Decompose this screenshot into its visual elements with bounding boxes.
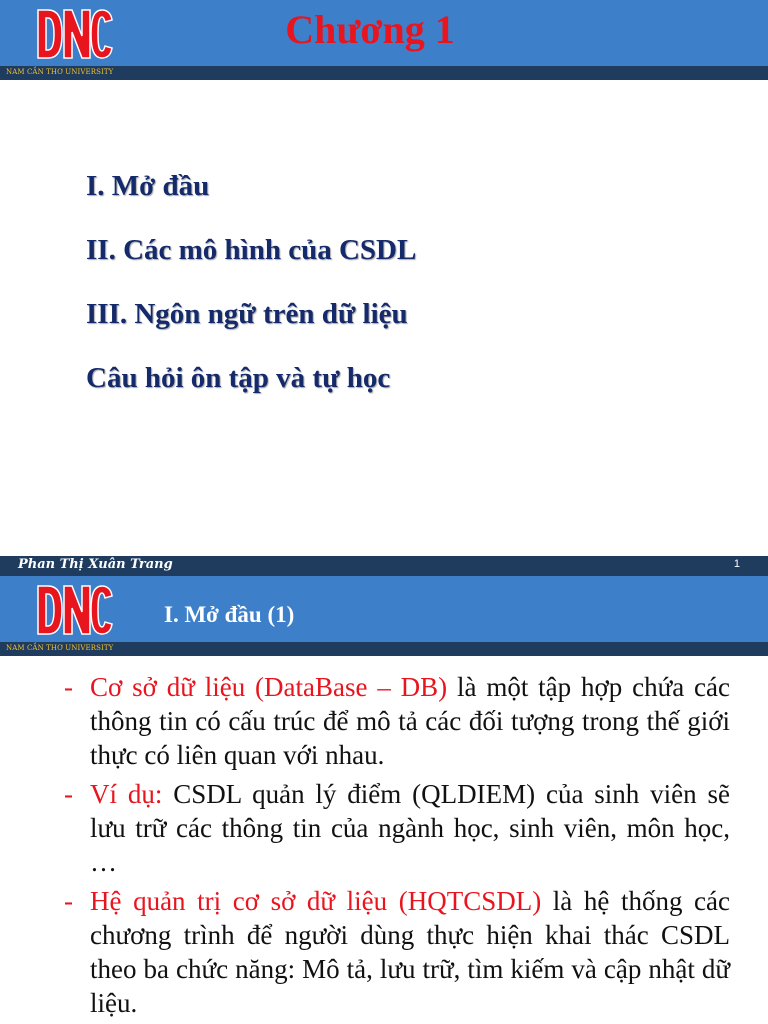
- university-caption: NAM CẦN THƠ UNIVERSITY: [6, 644, 114, 652]
- university-logo-icon: [36, 4, 114, 64]
- page-number: 1: [733, 558, 740, 570]
- toc-item: III. Ngôn ngữ trên dữ liệu: [86, 298, 408, 330]
- header-band: [0, 576, 768, 642]
- slide-title: I. Mở đầu (1): [164, 602, 295, 627]
- bullet-list: [64, 670, 730, 1024]
- slide-2: [0, 576, 768, 1024]
- bullet-item: [64, 777, 730, 879]
- toc-item: II. Các mô hình của CSDL: [86, 234, 417, 266]
- bullet-text: là hệ thống các chương trình để người dùng thực hiện khai thác CSDL theo ba chức năng: Mô tả, lưu trữ, tìm kiếm và cập nhật dữ liệu.: [90, 886, 730, 1018]
- header-rule: [0, 66, 768, 80]
- bullet-term: Cơ sở dữ liệu (DataBase – DB): [90, 672, 448, 702]
- toc-item: I. Mở đầu: [86, 170, 210, 202]
- bullet-term: Ví dụ:: [90, 779, 163, 809]
- bullet-dash: -: [64, 886, 73, 916]
- header-rule: [0, 642, 768, 656]
- bullet-text: là một tập hợp chứa các thông tin có cấu trúc để mô tả các đối tượng trong thế giới thực có liên quan với nhau.: [90, 672, 731, 770]
- bullet-item: [64, 884, 730, 1020]
- bullet-dash: -: [64, 779, 73, 809]
- bullet-text: CSDL quản lý điểm (QLDIEM) của sinh viên sẽ lưu trữ các thông tin của ngành học, sinh viên, môn học, …: [90, 779, 730, 877]
- bullet-dash: -: [64, 672, 73, 702]
- bullet-item: [64, 670, 730, 772]
- table-of-contents: [86, 168, 416, 424]
- bullet-term: Hệ quản trị cơ sở dữ liệu (HQTCSDL): [90, 886, 542, 916]
- toc-item: Câu hỏi ôn tập và tự học: [86, 362, 391, 394]
- slide-title: Chương 1: [285, 7, 455, 52]
- footer-author: Phan Thị Xuân Trang: [18, 557, 173, 572]
- university-caption: NAM CẦN THƠ UNIVERSITY: [6, 68, 114, 76]
- university-logo-icon: [36, 580, 114, 640]
